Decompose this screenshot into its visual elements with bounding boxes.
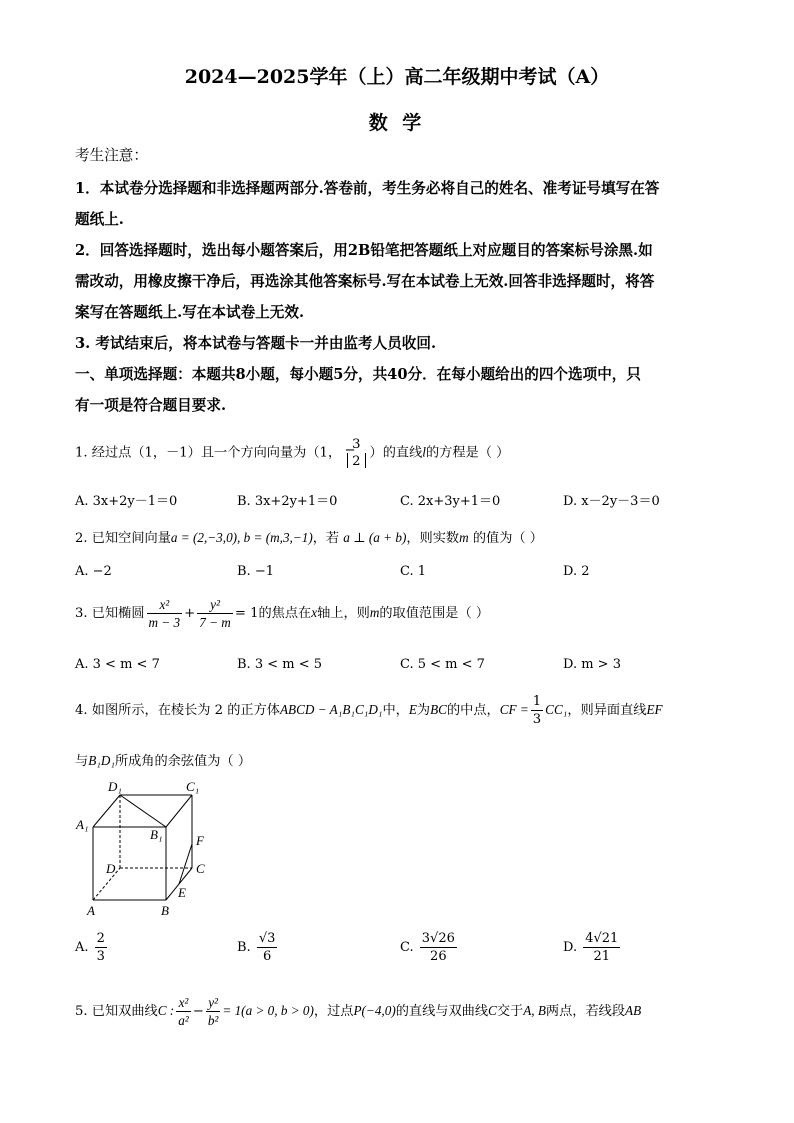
q4-optB-label: B. bbox=[237, 940, 251, 955]
q4-option-d bbox=[563, 932, 622, 963]
q1-frac-num: 3 bbox=[352, 437, 361, 452]
q4-stem-mid3: 的中点， bbox=[446, 703, 500, 719]
question-4-line2 bbox=[75, 750, 251, 769]
q4-line2-pre: 与 bbox=[75, 754, 89, 769]
q5-frac1-den: a² bbox=[178, 1013, 189, 1029]
q5-frac2-num: y² bbox=[206, 996, 221, 1012]
q2-perp-condition: a ⊥ (a + b) bbox=[343, 530, 407, 545]
q1-fraction: − 3 2 bbox=[347, 438, 365, 468]
q3-stem-pre: 3. 已知椭圆 bbox=[75, 606, 145, 622]
cube-diagram bbox=[70, 775, 220, 920]
q4-optB-frac bbox=[257, 932, 278, 963]
label-c1: C₁ bbox=[186, 779, 200, 794]
q4-optD-label: D. bbox=[563, 940, 578, 955]
q1-stem-post: ）的直线 bbox=[369, 445, 423, 461]
q4-option-a bbox=[75, 932, 109, 963]
q5-frac1 bbox=[176, 996, 191, 1027]
q5-point-p: P(−4,0) bbox=[353, 1003, 396, 1019]
section1-heading-line2: 有一项是符合题目要求. bbox=[75, 397, 227, 414]
q3-var-x: x bbox=[311, 605, 318, 621]
q3-eq: = 1 bbox=[234, 606, 259, 622]
q4-optD-den: 21 bbox=[593, 949, 611, 964]
q3-option-b: B. 3 < m < 5 bbox=[237, 657, 323, 672]
q2-var-m: m bbox=[459, 530, 469, 545]
notice-item1-line2: 题纸上. bbox=[75, 211, 124, 228]
q2-stem-post: ，则实数 bbox=[406, 531, 460, 546]
q4-stem-mid: 中， bbox=[382, 703, 409, 719]
q4-optC-frac bbox=[420, 932, 457, 963]
q2-option-c: C. 1 bbox=[400, 564, 427, 579]
q3-option-a: A. 3 < m < 7 bbox=[75, 657, 160, 672]
q5-frac2-den: b² bbox=[207, 1013, 219, 1029]
label-b1: B₁ bbox=[150, 827, 163, 842]
q4-stem-mid2: 为 bbox=[416, 703, 431, 719]
q3-frac1-den: m − 3 bbox=[148, 615, 181, 631]
q1-stem-post2: 的方程是（ ） bbox=[425, 445, 510, 461]
q1-frac-den: 2 bbox=[347, 453, 365, 468]
q5-ab: A, B bbox=[523, 1003, 546, 1019]
question-5: 5. 已知双曲线C : $\frac{\text{x²}}{\text{a²}}$ − $\frac{\text{y²}}{\text{b²}}$ = 1(a > 0, b > 0)，过点P(−4,0)的直线与双曲线C交于A, B两点，若线段AB bbox=[75, 995, 642, 1029]
q2-option-d: D. 2 bbox=[563, 564, 590, 579]
q3-var-m: m bbox=[369, 605, 380, 621]
q1-option-b: B. 3x+2y+1＝0 bbox=[237, 494, 338, 509]
q5-stem-mid3: 交于 bbox=[496, 1004, 524, 1020]
q1-stem-pre: 1. 经过点（1，－1）且一个方向向量为（1， bbox=[75, 445, 342, 461]
label-a: A bbox=[87, 903, 95, 918]
q4-optA-label: A. bbox=[75, 940, 89, 955]
q4-optC-label: C. bbox=[400, 940, 414, 955]
notice-heading: 考生注意： bbox=[75, 147, 148, 164]
q4-frac-num: 1 bbox=[531, 695, 543, 711]
q4-line2-post: 所成角的余弦值为（ ） bbox=[114, 754, 252, 769]
notice-item2-line3: 案写在答题纸上.写在本试卷上无效. bbox=[75, 304, 305, 321]
question-1 bbox=[75, 438, 509, 468]
q4-option-c bbox=[400, 932, 459, 963]
label-a1: A₁ bbox=[76, 817, 89, 832]
q5-stem-mid: ，过点 bbox=[313, 1004, 354, 1020]
q4-option-b bbox=[237, 932, 279, 963]
label-d1: D₁ bbox=[108, 779, 122, 794]
q1-var-l: l bbox=[422, 444, 426, 460]
question-3: 3. 已知椭圆 $\frac{\text{x²}}{m - 3}$ + $\frac{\text{y²}}{7 - m}$ = 1的焦点在x轴上，则m的取值范围是（ ） bbox=[75, 597, 490, 631]
q2-stem-mid: ，若 bbox=[312, 531, 340, 546]
q5-frac2 bbox=[206, 996, 221, 1027]
q3-frac1 bbox=[147, 598, 183, 629]
exam-title: 2024—2025学年（上）高二年级期中考试（A） bbox=[184, 66, 610, 88]
q4-edge-bc: BC bbox=[430, 702, 447, 718]
q4-ef: EF bbox=[646, 702, 663, 718]
notice-item1-line1: 1．本试卷分选择题和非选择题两部分.答卷前，考生务必将自己的姓名、准考证号填写在答 bbox=[75, 180, 660, 197]
label-d: D bbox=[106, 861, 116, 876]
q3-stem-post: 轴上，则 bbox=[317, 606, 370, 622]
section1-heading-line1: 一、单项选择题：本题共8小题，每小题5分，共40分．在每小题给出的四个选项中，只 bbox=[75, 366, 641, 383]
question-2 bbox=[75, 527, 543, 546]
q5-stem-post: 两点，若线段 bbox=[545, 1004, 626, 1020]
q5-ab2: AB bbox=[625, 1003, 642, 1019]
q2-option-b: B. −1 bbox=[237, 564, 274, 579]
q3-frac2-num: y² bbox=[197, 598, 233, 614]
q3-option-c: C. 5 < m < 7 bbox=[400, 657, 485, 672]
q4-cube: ABCD − A₁B₁C₁D₁ bbox=[280, 702, 383, 718]
q2-vectors: a = (2,−3,0), b = (m,3,−1) bbox=[170, 530, 313, 545]
q2-stem-pre: 2. 已知空间向量 bbox=[75, 531, 171, 546]
q2-stem-post2: 的值为（ ） bbox=[472, 531, 543, 546]
q4-optA-den: 3 bbox=[96, 949, 105, 964]
q4-b1d1: B₁D₁ bbox=[88, 753, 115, 768]
q3-stem-post2: 的取值范围是（ ） bbox=[379, 606, 490, 622]
q5-frac1-num: x² bbox=[176, 996, 191, 1012]
label-f: F bbox=[196, 833, 204, 848]
q4-stem-post: ，则异面直线 bbox=[567, 703, 647, 719]
q4-optC-num: 3√26 bbox=[421, 931, 455, 946]
notice-item2-line1: 2．回答选择题时，选出每小题答案后，用2B铅笔把答题纸上对应题目的答案标号涂黑.如 bbox=[75, 242, 653, 259]
q5-condition: = 1(a > 0, b > 0) bbox=[222, 1003, 314, 1019]
q5-stem-mid2: 的直线与双曲线 bbox=[395, 1004, 489, 1020]
label-c: C bbox=[196, 861, 205, 876]
q4-point-e: E bbox=[408, 702, 417, 718]
q5-c: C : bbox=[157, 1003, 175, 1019]
q3-frac1-num: x² bbox=[147, 598, 183, 614]
q2-option-a: A. −2 bbox=[75, 564, 112, 579]
q4-optC-den: 26 bbox=[430, 949, 447, 964]
q3-stem-mid: 的焦点在 bbox=[258, 606, 312, 622]
notice-item2-line2: 需改动，用橡皮擦干净后，再选涂其他答案标号.写在本试卷上无效.回答非选择题时，将答 bbox=[75, 273, 655, 290]
q5-stem-pre: 5. 已知双曲线 bbox=[75, 1004, 158, 1020]
q1-option-c: C. 2x+3y+1＝0 bbox=[400, 494, 501, 509]
notice-item3: 3. 考试结束后，将本试卷与答题卡一并由监考人员收回. bbox=[75, 335, 437, 352]
label-b: B bbox=[161, 903, 169, 918]
q5-c2: C bbox=[488, 1003, 497, 1019]
q4-optB-den: 6 bbox=[262, 949, 272, 964]
question-4-line1 bbox=[75, 695, 663, 726]
q4-optA-num: 2 bbox=[96, 931, 105, 946]
q3-frac2-den: 7 − m bbox=[199, 615, 231, 631]
q1-option-a: A. 3x+2y－1＝0 bbox=[75, 494, 178, 509]
q4-optD-num: 4√21 bbox=[585, 931, 619, 946]
q1-option-d: D. x－2y－3＝0 bbox=[563, 494, 660, 509]
q4-cf: CF = bbox=[499, 702, 529, 718]
subject-title: 数 学 bbox=[368, 112, 426, 134]
q4-optA-frac bbox=[95, 932, 107, 963]
q4-frac-den: 3 bbox=[532, 712, 542, 728]
q4-optB-num: √3 bbox=[258, 931, 276, 946]
q3-option-d: D. m > 3 bbox=[563, 657, 621, 672]
q4-optD-frac bbox=[583, 932, 620, 963]
q4-stem-pre: 4. 如图所示，在棱长为 2 的正方体 bbox=[75, 703, 280, 719]
q4-cc1: CC₁ bbox=[545, 702, 568, 718]
label-e: E bbox=[178, 885, 186, 900]
q3-frac2 bbox=[197, 598, 233, 629]
q4-frac bbox=[531, 695, 543, 726]
